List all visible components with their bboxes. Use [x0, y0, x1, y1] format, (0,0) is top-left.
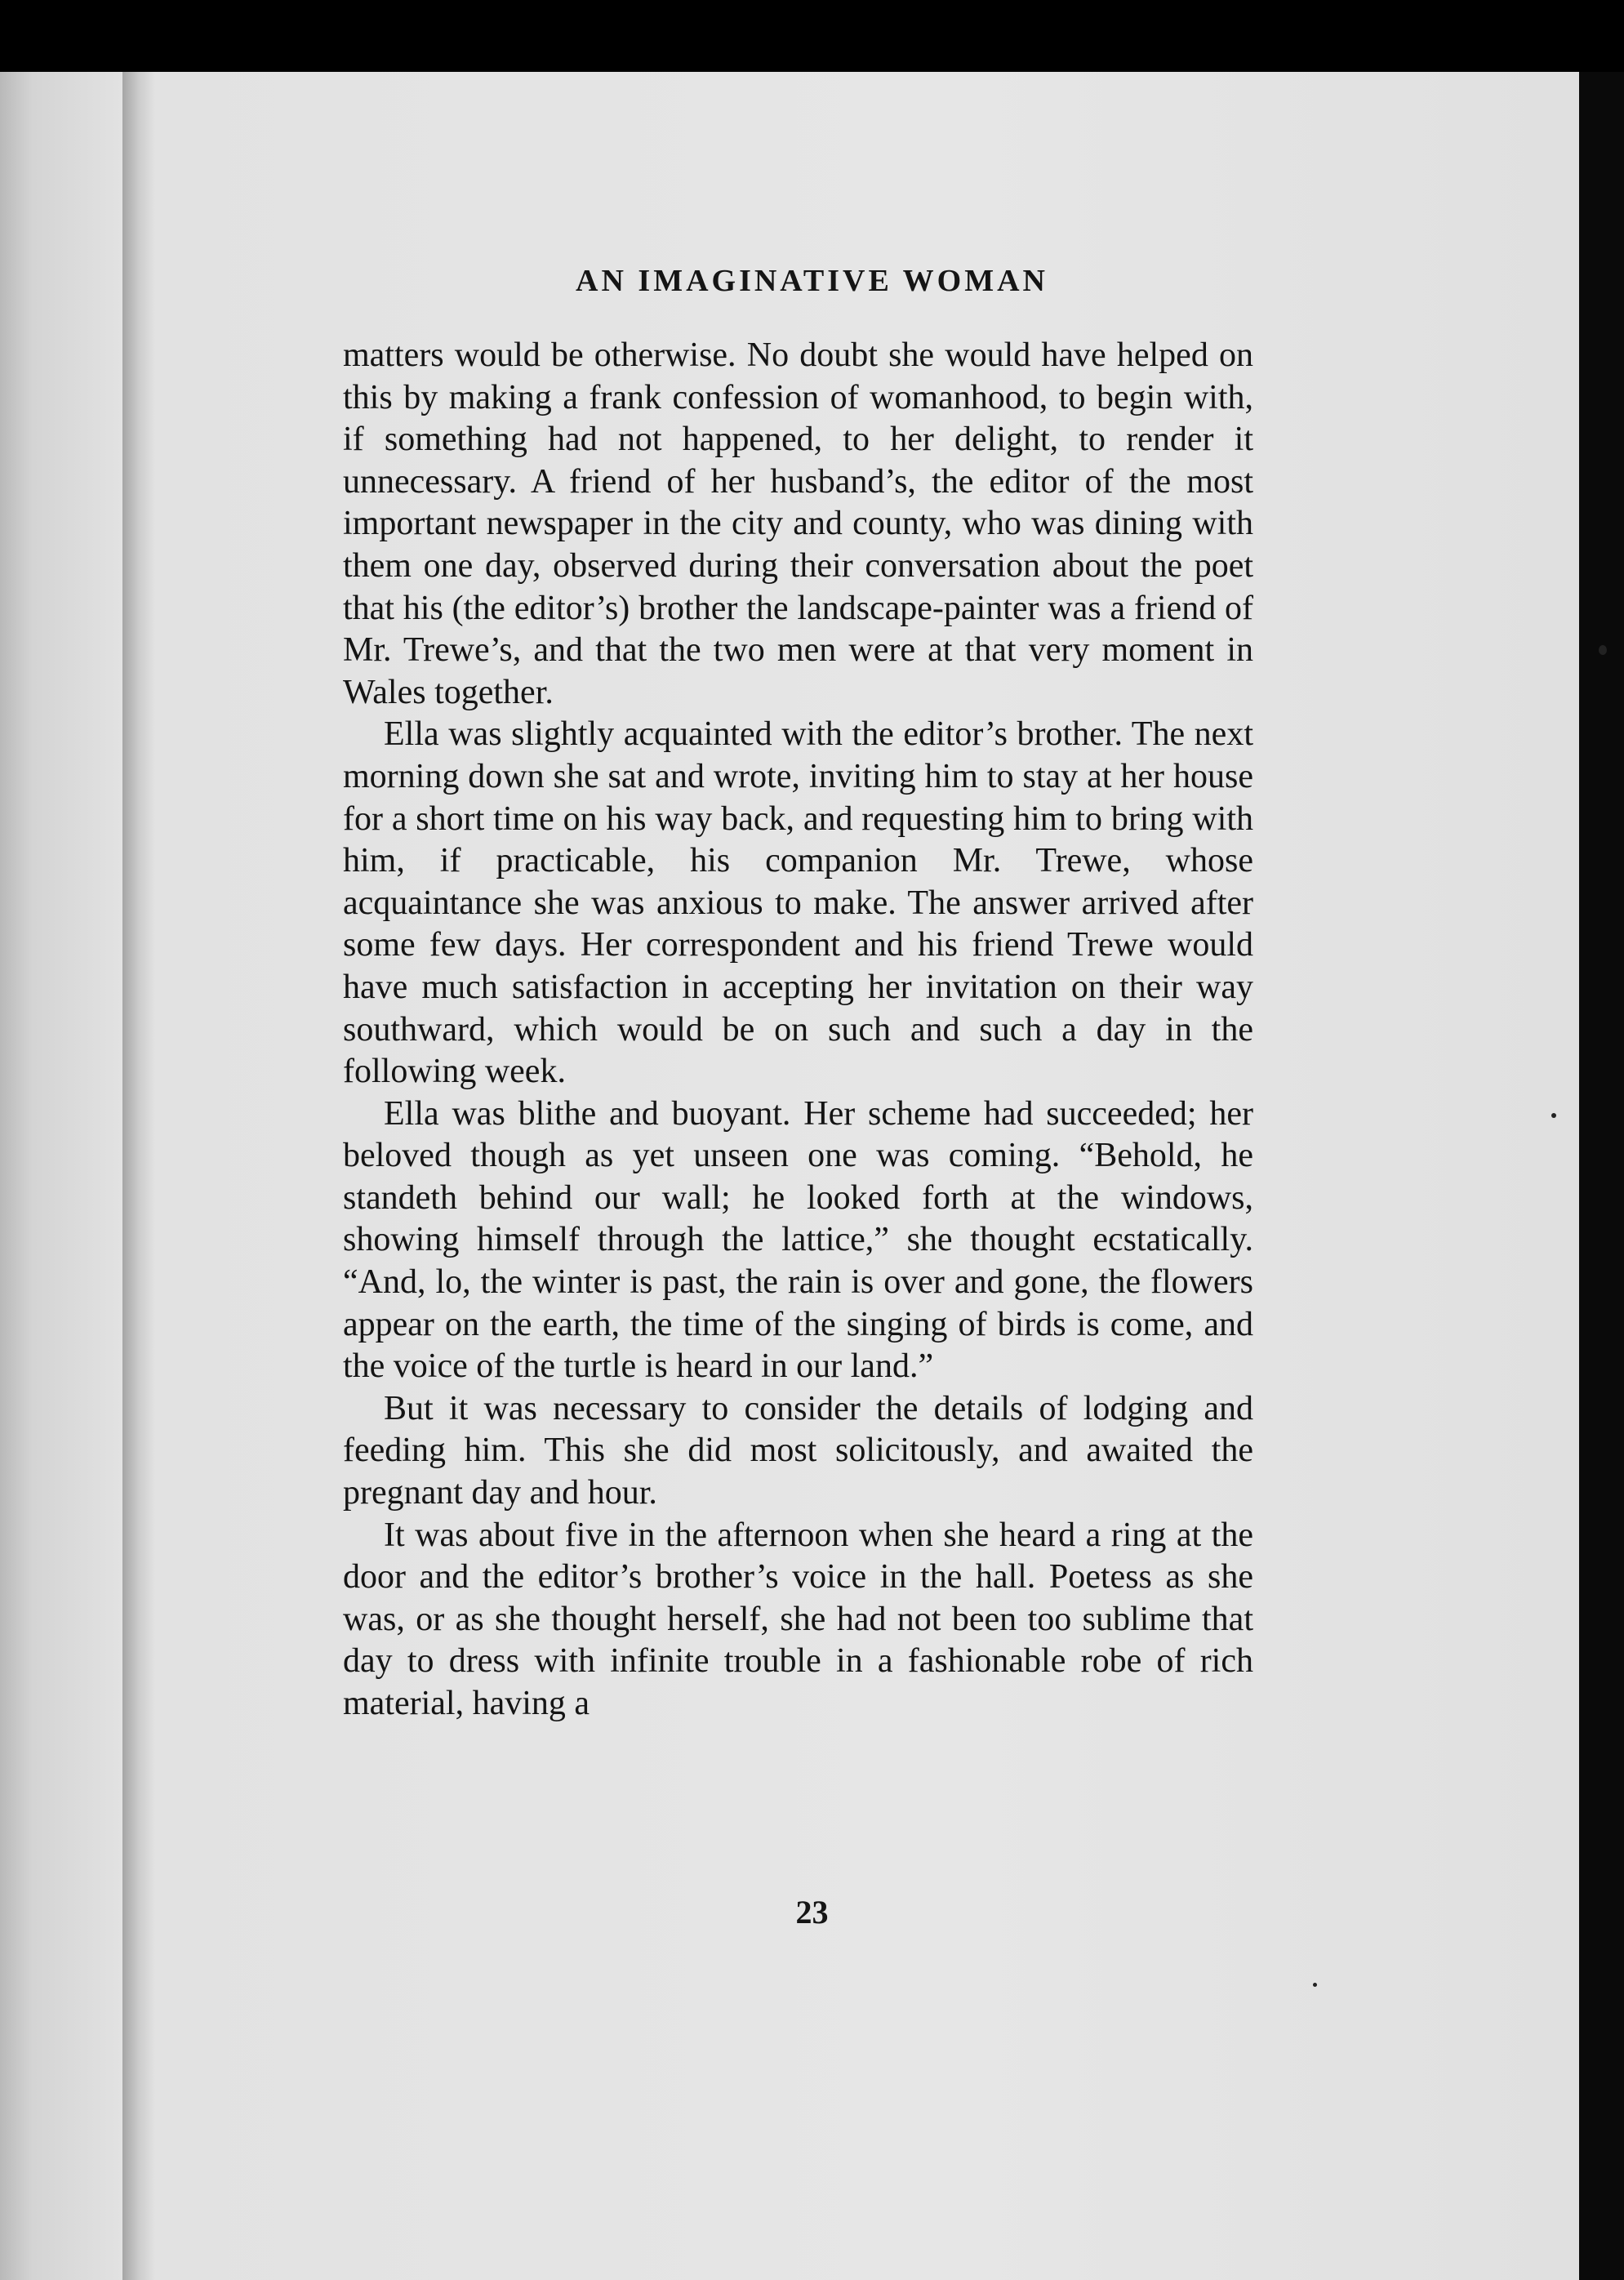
scan-right-border: [1579, 72, 1624, 2280]
paragraph: But it was necessary to consider the details of lodging and feeding him. This she did most solicitously, and awaited the pregnant day and hour.: [343, 1389, 1253, 1512]
paragraph: matters would be otherwise. No doubt she would have helped on this by making a frank confession of womanhood, to begin with, if something had not happened, to her delight, to render it unnecessary. A friend of her husband’s, the editor of the most important newspaper in the city and county, who was dining with them one day, observed during their conversation about the poet that his (the editor’s) brother the landscape-painter was a friend of Mr. Trewe’s, and that the two men were at that very moment in Wales together.: [343, 336, 1253, 711]
scan-speck: [1313, 1983, 1317, 1987]
paragraph: Ella was blithe and buoyant. Her scheme had succeeded; her beloved though as yet unseen one was coming. “Behold, he standeth behind our wall; he looked forth at the windows, showing himself through the lattice,” she thought ecstatically. “And, lo, the winter is past, the rain is over and gone, the flowers appear on the earth, the time of the singing of birds is come, and the voice of the turtle is heard in our land.”: [343, 1094, 1253, 1386]
scan-speck: [1551, 1113, 1556, 1118]
page-number: 23: [795, 1894, 829, 1930]
paragraph: It was about five in the afternoon when she heard a ring at the door and the editor’s brother’s voice in the hall. Poetess as she was, or as she thought herself, she had not been too sublime that day to dress with infinite trouble in a fashionable robe of rich material, having a: [343, 1516, 1253, 1722]
scan-speck: [1599, 645, 1607, 655]
running-header: AN IMAGINATIVE WOMAN: [576, 264, 1048, 298]
body-text: [343, 335, 1253, 1726]
paragraph: Ella was slightly acquainted with the editor’s brother. The next morning down she sat and wrote, inviting him to stay at her house for a short time on his way back, and requesting him to bring with him, if practicable, his companion Mr. Trewe, whose acquaintance she was anxious to make. The answer arrived after some few days. Her correspondent and his friend Trewe would have much satisfaction in accepting her invitation on their way southward, which would be on such and such a day in the following week.: [343, 715, 1253, 1091]
spine-shadow: [122, 72, 155, 2280]
